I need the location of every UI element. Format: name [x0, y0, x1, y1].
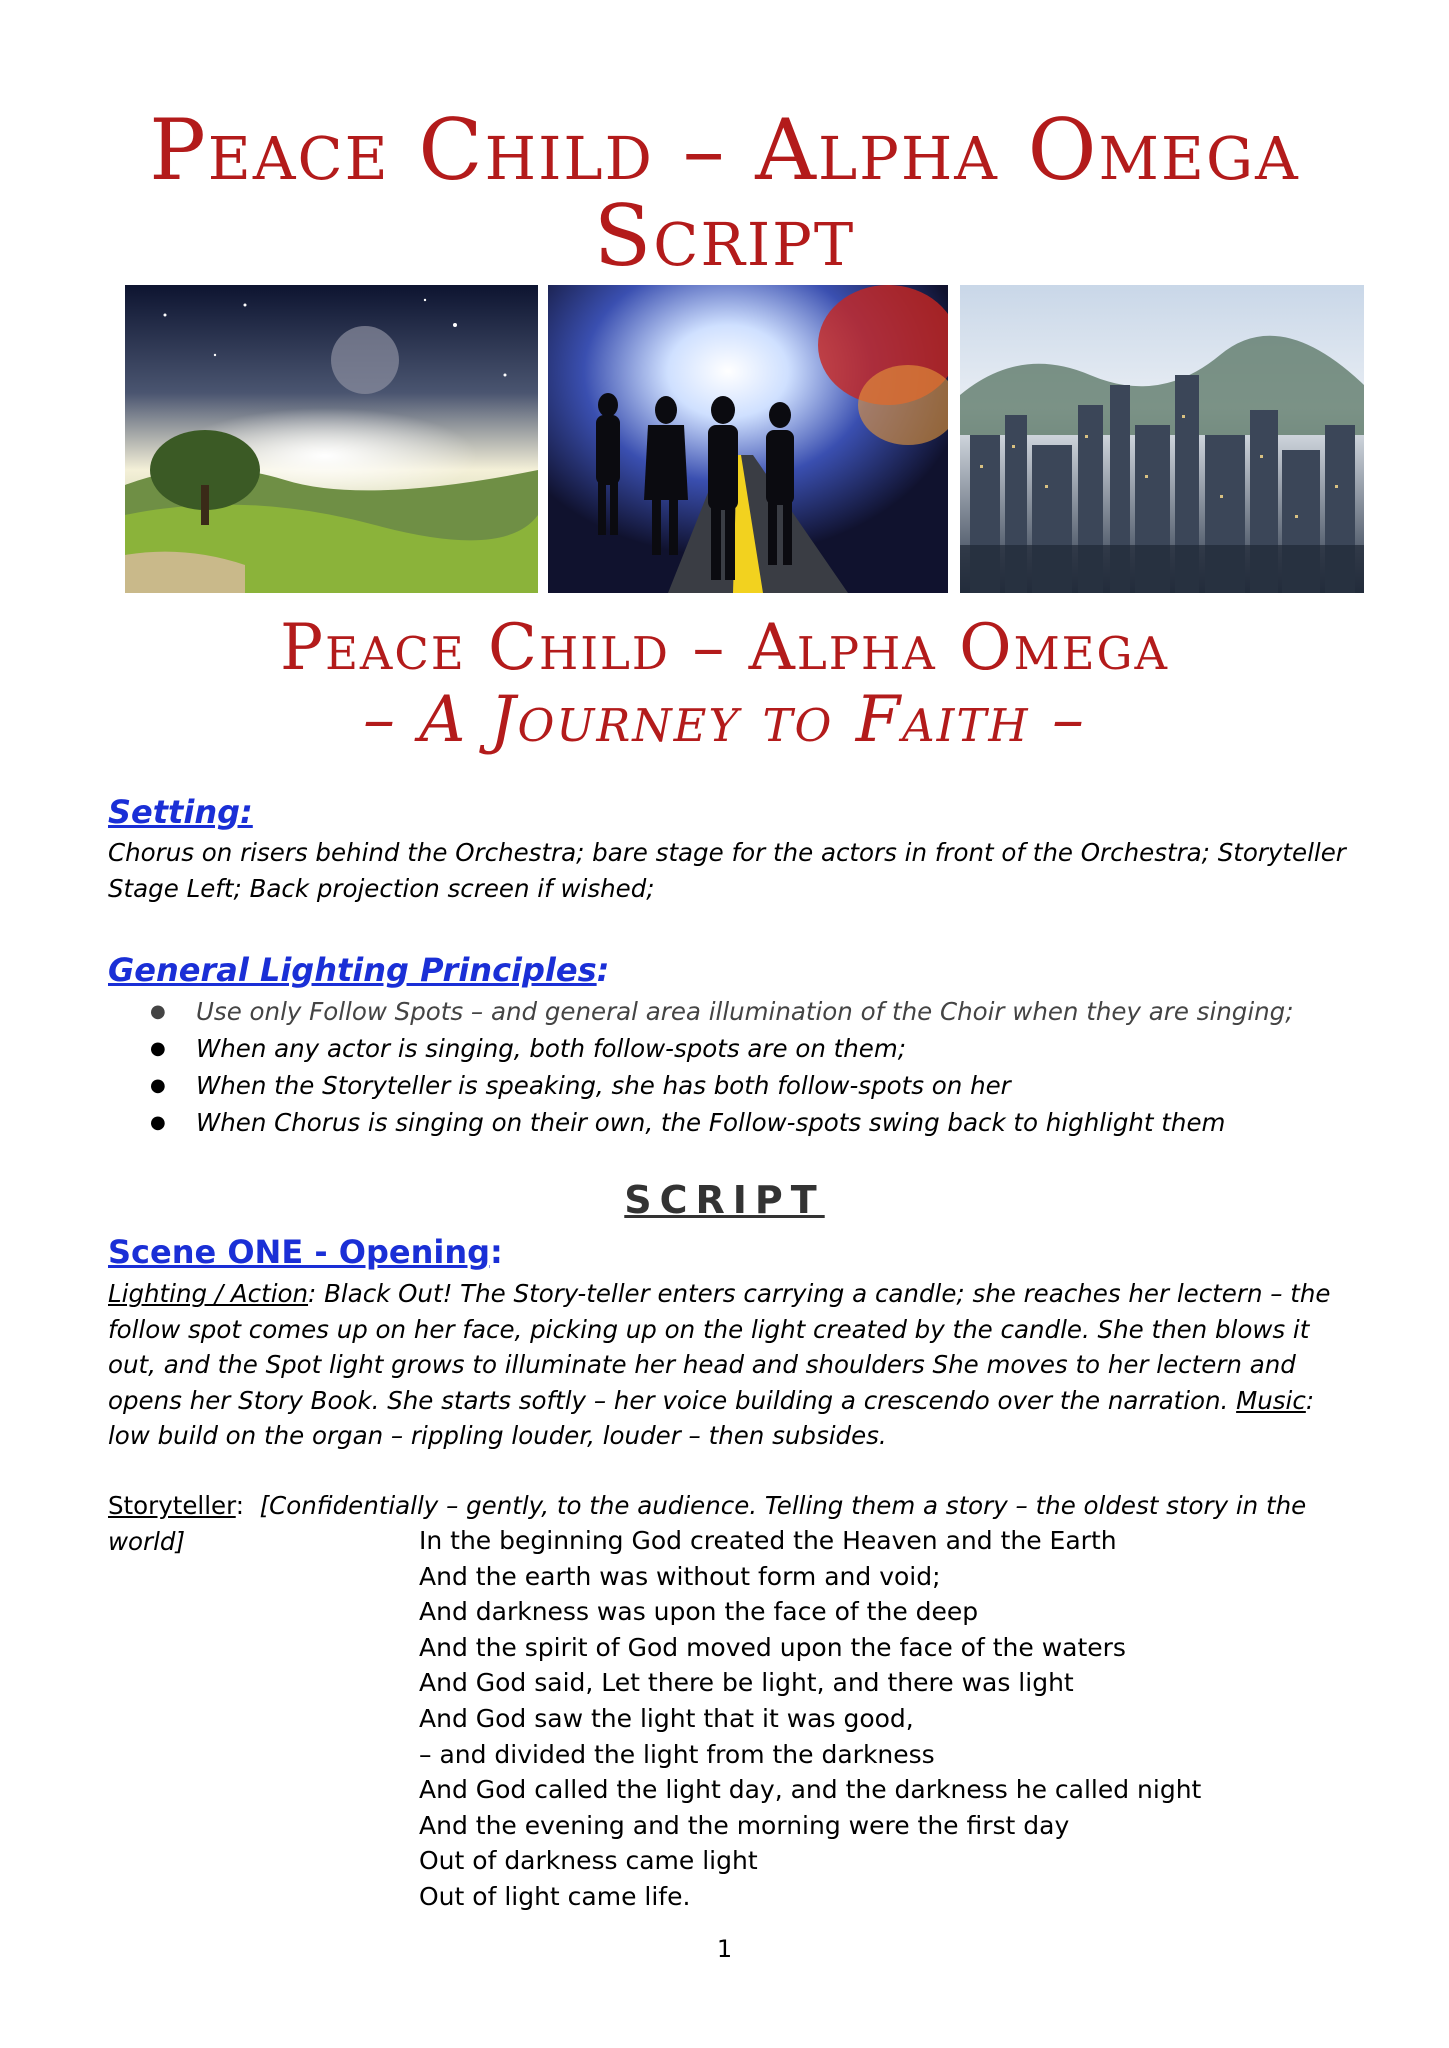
verse-line: Out of light came life. — [419, 1881, 691, 1911]
script-heading: SCRIPT — [624, 1178, 825, 1222]
scene-one-heading — [108, 1232, 503, 1272]
music-label: Music — [1236, 1385, 1306, 1415]
verse-line: And God said, Let there be light, and there was light — [419, 1668, 1074, 1698]
verse-line: And the earth was without form and void; — [419, 1561, 941, 1591]
verse-line: And God called the light day, and the darkness he called night — [419, 1775, 1202, 1805]
city-skyline-image — [960, 285, 1364, 593]
list-item: ● When any actor is singing, both follow-spots are on them; — [150, 1030, 1293, 1067]
document-title-line-2: Script — [593, 187, 856, 285]
landscape-moon-image — [125, 285, 538, 593]
setting-heading-label: Setting: — [108, 793, 253, 831]
setting-heading — [108, 792, 253, 832]
stage-direction: [Confidentially – gently, to the audience. Telling them a story – the oldest story in the world] — [108, 1491, 1307, 1556]
lighting-heading-label: General Lighting Principles — [108, 951, 597, 989]
direction-label: Lighting / Action — [108, 1279, 309, 1308]
speaker-name: Storyteller — [108, 1491, 236, 1520]
setting-text: Chorus on risers behind the Orchestra; bare stage for the actors in front of the Orchestra; Storyteller Stage Left; Back projection screen if wished; — [108, 838, 1346, 903]
music-text: : low build on the organ – rippling louder, louder – then subsides. — [108, 1385, 1315, 1450]
lighting-heading-colon: : — [596, 951, 610, 989]
page-number: 1 — [716, 1935, 733, 1963]
list-item: ● Use only Follow Spots – and general area illumination of the Choir when they are singing; — [150, 993, 1293, 1030]
subtitle: Peace Child – Alpha Omega — [280, 611, 1169, 685]
verse-line: Out of darkness came light — [419, 1846, 758, 1876]
scene-one-heading-label: Scene ONE - Opening — [108, 1233, 490, 1271]
verse-line: – and divided the light from the darkness — [419, 1739, 935, 1769]
list-item: ● When the Storyteller is speaking, she has both follow-spots on her — [150, 1067, 1293, 1104]
verse-line: And the spirit of God moved upon the face of the waters — [419, 1632, 1126, 1662]
speaker-colon: : — [235, 1491, 244, 1520]
verse-line: And darkness was upon the face of the deep — [419, 1597, 979, 1627]
direction-text: : Black Out! The Story-teller enters carrying a candle; she reaches her lectern – the follow spot comes up on her face, picking up on the light created by the candle. She then blows it out, and the Spot light grows to illuminate her head and shoulders She moves to her lectern and opens her Story Book. She starts softly – her voice building a crescendo over the narration. — [108, 1279, 1331, 1415]
verse-line: And God saw the light that it was good, — [419, 1703, 914, 1733]
verse-line: In the beginning God created the Heaven and the Earth — [419, 1526, 1117, 1555]
verse-line: And the evening and the morning were the first day — [419, 1810, 1070, 1840]
storyteller-verse — [419, 1523, 1201, 1915]
document-title: Peace Child – Alpha Omega — [149, 101, 1300, 199]
lighting-heading — [108, 950, 609, 990]
subtitle-tagline: – A Journey to Faith – — [362, 683, 1087, 757]
lighting-list — [150, 993, 1293, 1141]
list-item: ● When Chorus is singing on their own, the Follow-spots swing back to highlight them — [150, 1104, 1293, 1141]
scene-one-direction — [108, 1276, 1358, 1454]
scene-one-heading-colon: : — [490, 1233, 503, 1271]
road-light-silhouettes-image — [548, 285, 948, 593]
